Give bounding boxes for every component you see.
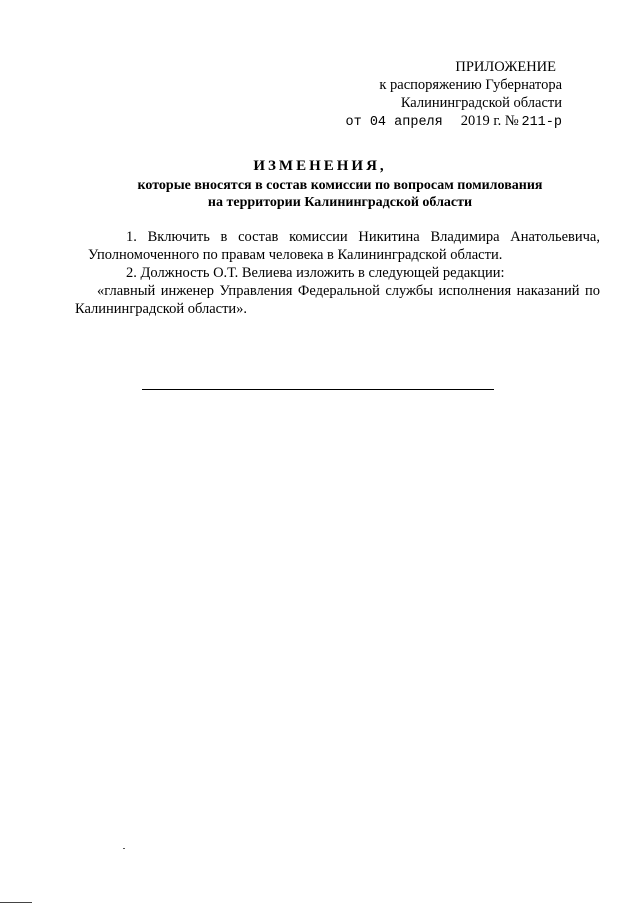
document-subtitle-line-2: на территории Калининградской области xyxy=(207,195,473,210)
paragraph-3: «главный инженер Управления Федеральной службы исполнения наказаний по Калининградской области». xyxy=(75,283,600,317)
appendix-block xyxy=(302,58,562,132)
scan-speck xyxy=(123,848,125,849)
paragraph-2: 2. Должность О.Т. Велиева изложить в следующей редакции: xyxy=(126,265,505,281)
document-subtitle-line-1: которые вносятся в состав комиссии по вопросам помилования xyxy=(137,178,543,193)
scan-corner-mark xyxy=(0,902,32,903)
appendix-title: ПРИЛОЖЕНИЕ xyxy=(455,59,556,75)
appendix-line-1: к распоряжению Губернатора xyxy=(379,77,562,93)
appendix-date-year: 2019 г. № xyxy=(460,113,519,129)
document-title: ИЗМЕНЕНИЯ, xyxy=(253,158,387,174)
appendix-number: 211-р xyxy=(521,115,562,130)
closing-rule xyxy=(142,389,494,390)
appendix-date-prefix: от 04 апреля xyxy=(345,115,443,130)
paragraph-1: 1. Включить в состав комиссии Никитина Владимира Анатольевича, Уполномоченного по правам человека в Калининградской области. xyxy=(88,229,600,263)
appendix-date-line xyxy=(302,112,562,132)
document-body xyxy=(75,228,600,318)
appendix-line-2: Калининградской области xyxy=(400,95,562,111)
